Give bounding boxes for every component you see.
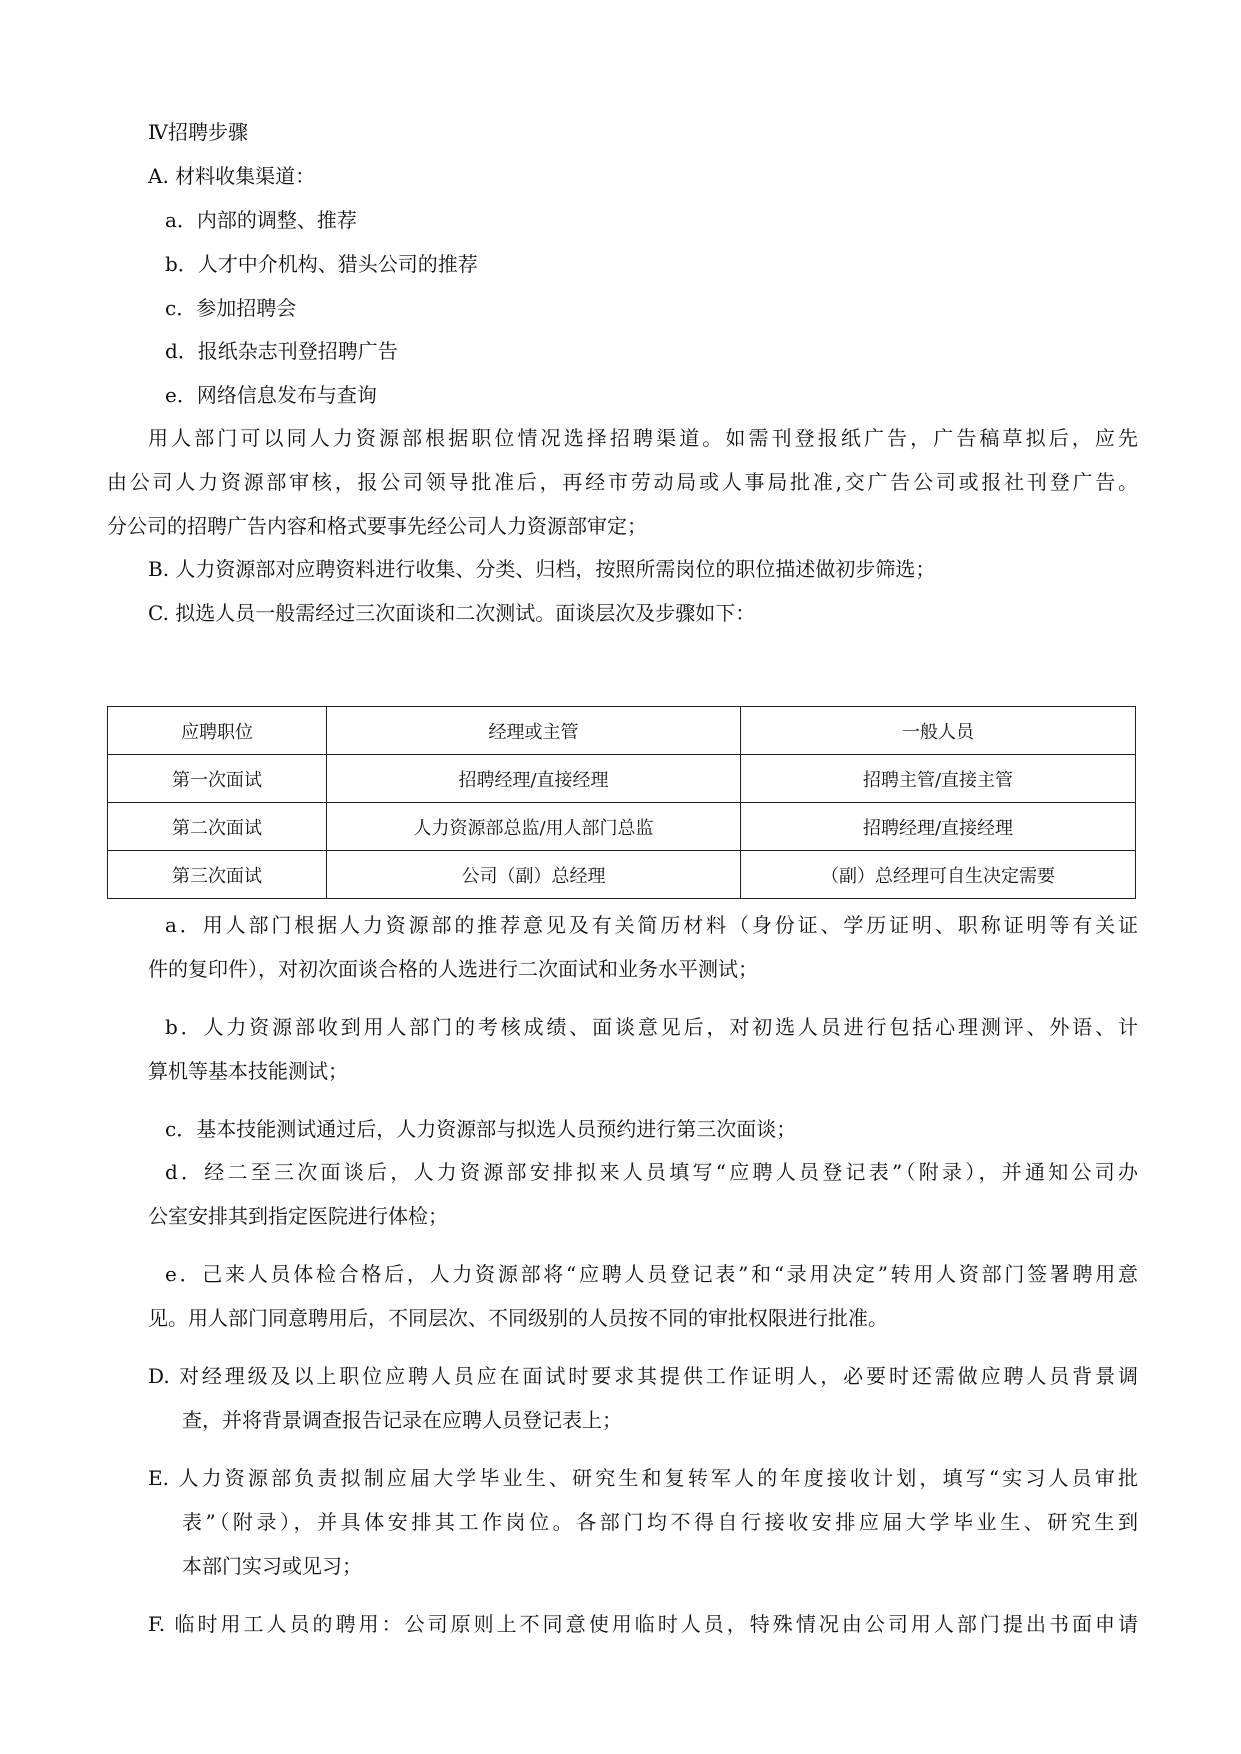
section-heading: Ⅳ招聘步骤: [148, 120, 248, 144]
section-e-line: 本部门实习或见习；: [182, 1554, 362, 1578]
table-row: [108, 755, 1136, 803]
step-d-line: 公室安排其到指定医院进行体检；: [148, 1204, 448, 1228]
step-a-line: a．用人部门根据人力资源部的推荐意见及有关简历材料（身份证、学历证明、职称证明等有关证: [165, 913, 1138, 937]
table-cell: 招聘经理/直接经理: [327, 755, 741, 803]
list-item: c．参加招聘会: [165, 296, 297, 320]
table-cell: 人力资源部总监/用人部门总监: [327, 803, 741, 851]
table-cell: 招聘经理/直接经理: [741, 803, 1136, 851]
step-c-line: c．基本技能测试通过后，人力资源部与拟选人员预约进行第三次面谈；: [165, 1117, 797, 1141]
paragraph-line: 由公司人力资源部审核，报公司领导批准后，再经市劳动局或人事局批准,交广告公司或报社刊登广告。: [107, 470, 1138, 494]
table-row: [108, 803, 1136, 851]
table-cell: 招聘主管/直接主管: [741, 755, 1136, 803]
step-e-line: 见。用人部门同意聘用后，不同层次、不同级别的人员按不同的审批权限进行批准。: [148, 1306, 888, 1330]
section-b: B. 人力资源部对应聘资料进行收集、分类、归档，按照所需岗位的职位描述做初步筛选；: [148, 557, 936, 581]
step-b-line: b．人力资源部收到用人部门的考核成绩、面谈意见后，对初选人员进行包括心理测评、外语、计: [165, 1015, 1138, 1039]
table-header-cell: 一般人员: [741, 707, 1136, 755]
paragraph-line: 分公司的招聘广告内容和格式要事先经公司人力资源部审定；: [107, 514, 647, 538]
list-item: a．内部的调整、推荐: [165, 208, 357, 232]
table-header-cell: 经理或主管: [327, 707, 741, 755]
table-cell: 第一次面试: [108, 755, 327, 803]
step-b-line: 算机等基本技能测试；: [148, 1059, 348, 1083]
table-cell: 第二次面试: [108, 803, 327, 851]
step-e-line: e．己来人员体检合格后，人力资源部将“应聘人员登记表”和“录用决定”转用人资部门签署聘用意: [165, 1262, 1138, 1286]
table-cell: 公司（副）总经理: [327, 851, 741, 899]
section-a-title: A. 材料收集渠道：: [148, 164, 316, 188]
paragraph-line: 用人部门可以同人力资源部根据职位情况选择招聘渠道。如需刊登报纸广告，广告稿草拟后，应先: [148, 426, 1138, 450]
section-f-line: F. 临时用工人员的聘用：公司原则上不同意使用临时人员，特殊情况由公司用人部门提出书面申请: [148, 1612, 1138, 1636]
section-e-line: 表”（附录），并具体安排其工作岗位。各部门均不得自行接收安排应届大学毕业生、研究生到: [182, 1510, 1138, 1534]
list-item: e．网络信息发布与查询: [165, 383, 377, 407]
list-item: d．报纸杂志刊登招聘广告: [165, 339, 398, 363]
section-c: C. 拟选人员一般需经过三次面谈和二次测试。面谈层次及步骤如下：: [148, 601, 756, 625]
step-d-line: d．经二至三次面谈后，人力资源部安排拟来人员填写“应聘人员登记表”（附录），并通知公司办: [165, 1160, 1138, 1184]
section-d-line: D. 对经理级及以上职位应聘人员应在面试时要求其提供工作证明人，必要时还需做应聘人员背景调: [148, 1364, 1138, 1388]
table-cell: 第三次面试: [108, 851, 327, 899]
table-row: [108, 851, 1136, 899]
list-item: b．人才中介机构、猎头公司的推荐: [165, 252, 478, 276]
table-header-row: [108, 707, 1136, 755]
step-a-line: 件的复印件），对初次面谈合格的人选进行二次面试和业务水平测试；: [148, 957, 758, 981]
interview-table: [107, 706, 1136, 899]
section-d-line: 查，并将背景调查报告记录在应聘人员登记表上；: [182, 1408, 622, 1432]
section-e-line: E. 人力资源部负责拟制应届大学毕业生、研究生和复转军人的年度接收计划，填写“实习人员审批: [148, 1466, 1138, 1490]
table-cell: （副）总经理可自生决定需要: [741, 851, 1136, 899]
table-header-cell: 应聘职位: [108, 707, 327, 755]
